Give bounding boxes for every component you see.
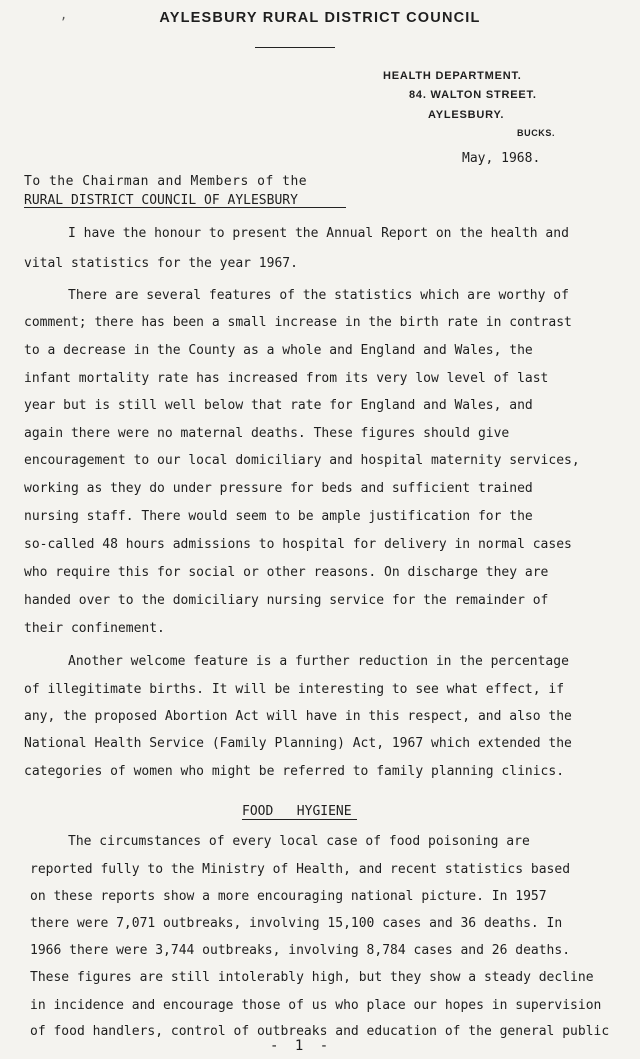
body-line: Another welcome feature is a further reduction in the percentage bbox=[68, 654, 569, 669]
body-line: any, the proposed Abortion Act will have in this respect, and also the bbox=[24, 709, 572, 724]
section-heading: FOOD HYGIENE bbox=[242, 804, 352, 819]
body-line: I have the honour to present the Annual Report on the health and bbox=[68, 226, 569, 241]
food-line: there were 7,071 outbreaks, involving 15,100 cases and 36 deaths. In bbox=[30, 916, 563, 931]
food-line: in incidence and encourage those of us who place our hopes in supervision bbox=[30, 998, 602, 1013]
body-line: vital statistics for the year 1967. bbox=[24, 256, 298, 271]
body-line: comment; there has been a small increase in the birth rate in contrast bbox=[24, 315, 572, 330]
salutation-council: RURAL DISTRICT COUNCIL OF AYLESBURY bbox=[24, 193, 298, 208]
body-line: working as they do under pressure for beds and sufficient trained bbox=[24, 481, 533, 496]
body-line: categories of women who might be referred to family planning clinics. bbox=[24, 764, 565, 779]
body-line: There are several features of the statistics which are worthy of bbox=[68, 288, 569, 303]
body-line: again there were no maternal deaths. These figures should give bbox=[24, 426, 510, 441]
food-line: on these reports show a more encouraging national picture. In 1957 bbox=[30, 889, 547, 904]
address-department: HEALTH DEPARTMENT. bbox=[383, 70, 522, 82]
body-line: so-called 48 hours admissions to hospital for delivery in normal cases bbox=[24, 537, 572, 552]
address-town: AYLESBURY. bbox=[428, 109, 505, 121]
body-line: nursing staff. There would seem to be ample justification for the bbox=[24, 509, 533, 524]
food-line: reported fully to the Ministry of Health, and recent statistics based bbox=[30, 862, 571, 877]
food-line: These figures are still intolerably high, but they show a steady decline bbox=[30, 970, 594, 985]
council-heading: AYLESBURY RURAL DISTRICT COUNCIL bbox=[159, 10, 481, 26]
body-line: who require this for social or other reasons. On discharge they are bbox=[24, 565, 549, 580]
body-line: National Health Service (Family Planning) Act, 1967 which extended the bbox=[24, 736, 572, 751]
margin-mark: , bbox=[60, 8, 68, 22]
body-line: their confinement. bbox=[24, 621, 165, 636]
body-line: encouragement to our local domiciliary and hospital maternity services, bbox=[24, 453, 580, 468]
salutation-line: To the Chairman and Members of the bbox=[24, 174, 308, 189]
body-line: year but is still well below that rate for England and Wales, and bbox=[24, 398, 533, 413]
body-line: to a decrease in the County as a whole and England and Wales, the bbox=[24, 343, 533, 358]
food-line: The circumstances of every local case of food poisoning are bbox=[68, 834, 530, 849]
salutation-underline bbox=[24, 207, 346, 210]
food-line: of food handlers, control of outbreaks and education of the general public bbox=[30, 1024, 610, 1039]
letter-date: May, 1968. bbox=[462, 151, 541, 166]
body-line: handed over to the domiciliary nursing service for the remainder of bbox=[24, 593, 549, 608]
heading-rule bbox=[255, 47, 335, 48]
address-street: 84. WALTON STREET. bbox=[409, 89, 537, 101]
body-line: infant mortality rate has increased from its very low level of last bbox=[24, 371, 549, 386]
section-heading-underline bbox=[242, 819, 357, 822]
body-line: of illegitimate births. It will be interesting to see what effect, if bbox=[24, 682, 565, 697]
page-number: - 1 - bbox=[270, 1038, 333, 1054]
food-line: 1966 there were 3,744 outbreaks, involving 8,784 cases and 26 deaths. bbox=[30, 943, 571, 958]
address-county: BUCKS. bbox=[517, 128, 556, 138]
